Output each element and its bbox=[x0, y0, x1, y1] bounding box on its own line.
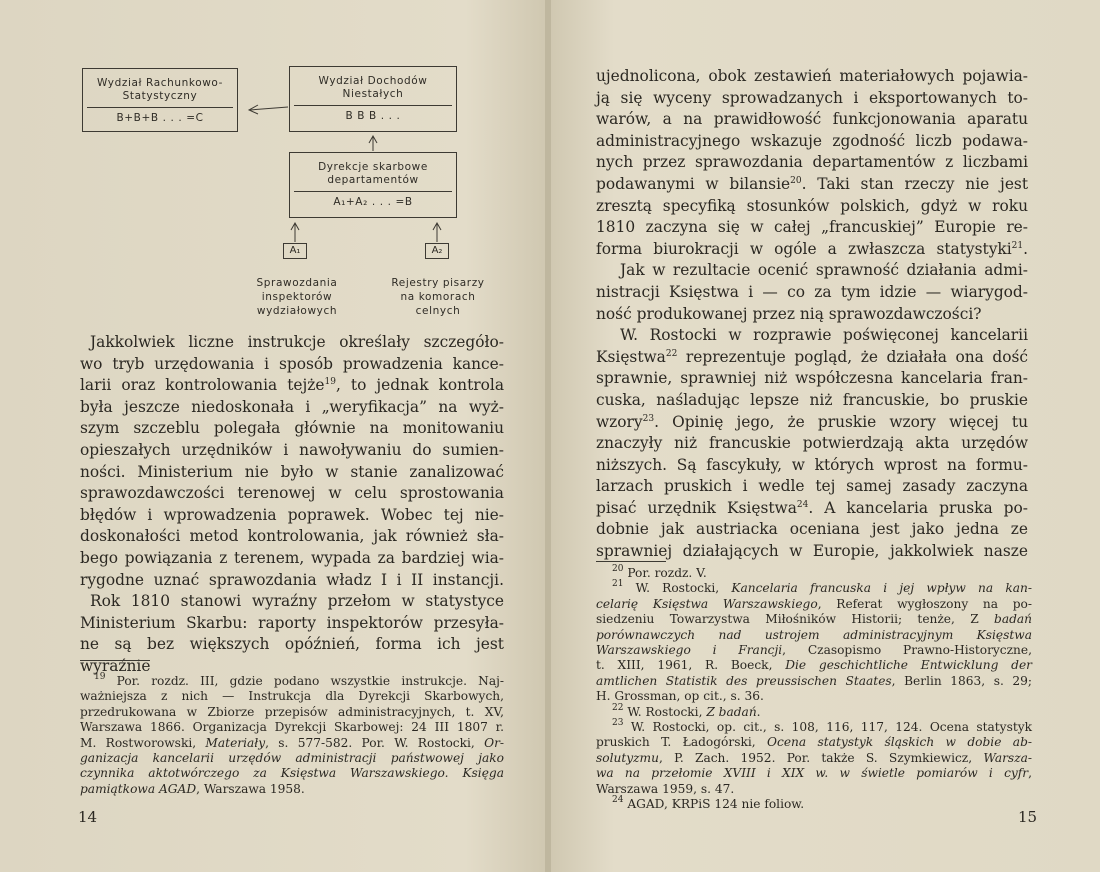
footnote-ref-24: 24 bbox=[796, 499, 809, 510]
right-paragraph-1: ujednolicona, obok zestawień materiałowych pojawia- ją się wyceny sprowadzanych i eksportowanych to- warów, a na prawidłowość funkcjonowania aparatu administracyjnego wskazuje zgodność liczb podawa- nych przez sprawozdania departamentów z liczbami podawanymi w bilansie$^{20}$. Taki stan rzeczy nie jest zresztą specyfiką stosunków polskich, gdyż w roku 1810 zaczyna się w całej „francuskiej” Europie re- forma biurokracji w ogóle a zwłaszcza statystyki$^{21}$. bbox=[596, 67, 1029, 258]
left-body-text bbox=[80, 332, 504, 678]
diagram-arrows bbox=[0, 0, 548, 300]
page-number-left: 14 bbox=[78, 808, 98, 826]
label-sprawozdania: Sprawozdania inspektorów wydziałowych bbox=[256, 277, 338, 317]
box-dochodow-title1: Wydział Dochodów bbox=[318, 75, 428, 87]
right-paragraph-2: Jak w rezultacie ocenić sprawność działania admi- nistracji Księstwa i — co za tym idzie — wiarygod- ność produkowanej przez nią sprawozdawczości? bbox=[596, 261, 1028, 323]
footnote-21: $^{21}$ W. Rostocki, Kancelaria francuska i jej wpływ na kan- celarię Księstwa Warszawskiego, Referat wygłoszony na po- siedzeniu Towarzystwa Miłośników Historii; tenże, Z badań porównawczych nad ustrojem administracyjnym Księstwa Warszawskiego i Francji, Czasopismo Prawno-Historyczne, t. XIII, 1961, R. Boeck, Die geschichtliche Entwicklung der amtlichen Statistik des preussischen Staates, Berlin 1863, s. 29; H. Grossman, op cit., s. 36. bbox=[596, 579, 1033, 704]
box-rachunkowo-formula: B+B+B . . . =C bbox=[116, 112, 204, 124]
box-dyrekcje-title2: departamentów bbox=[327, 174, 419, 186]
box-dyrekcje-formula: A₁+A₂ . . . =B bbox=[333, 196, 413, 208]
box-a1: A₁ bbox=[283, 243, 307, 259]
footnote-ref-21: 21 bbox=[1011, 240, 1024, 251]
right-body-text bbox=[596, 66, 1028, 563]
box-dyrekcje-title1: Dyrekcje skarbowe bbox=[318, 161, 428, 173]
label-rejestry: Rejestry pisarzy na komorach celnych bbox=[391, 277, 485, 317]
footnote-ref-22: 22 bbox=[665, 348, 678, 359]
footnotes-right bbox=[596, 566, 1032, 813]
footnote-23: $^{23}$ W. Rostocki, op. cit., s. 108, 116, 117, 124. Ocena statystyk pruskich T. Ładogórski, Ocena statystyk śląskich w dobie ab- solutyzmu, P. Zach. 1952. Por. także S. Szymkiewicz, Warsza- wa na przełomie XVIII i XIX w. w świetle pomiarów i cyfr, Warszawa 1959, s. 47. bbox=[596, 718, 1032, 796]
footnote-rule-right bbox=[596, 561, 666, 562]
footnote-19: $^{19}$ Por. rozdz. III, gdzie podano wszystkie instrukcje. Naj- ważniejsza z nich — Instrukcja dla Dyrekcji Skarbowych, przedrukowana w Zbiorze przepisów administracyjnych, t. XV, Warszawa 1866. Organizacja Dyrekcji Skarbowej: 24 III 1807 r. M. Rostworowski, Materiały, s. 577-582. Por. W. Rostocki, Or- ganizacja kancelarii urzędów administracji państwowej jako czynnika aktotwórczego za Księstwa Warszawskiego. Księga pamiątkowa AGAD, Warszawa 1958. bbox=[80, 672, 505, 796]
footnote-ref-19: 19 bbox=[324, 377, 336, 388]
box-a2: A₂ bbox=[425, 243, 449, 259]
page-number-right: 15 bbox=[1018, 808, 1038, 826]
footnote-20: $^{20}$ Por. rozdz. V. bbox=[612, 564, 707, 580]
footnote-22: $^{22}$ W. Rostocki, Z badań. bbox=[612, 702, 761, 719]
footnote-24: $^{24}$ AGAD, KRPiS 124 nie foliow. bbox=[612, 795, 805, 812]
footnote-ref-23: 23 bbox=[642, 413, 655, 424]
box-rachunkowo-title1: Wydział Rachunkowo- bbox=[96, 77, 224, 89]
footnote-rule-left bbox=[80, 660, 150, 661]
footnote-num: 19 bbox=[94, 672, 106, 682]
box-dochodow-formula: B B B . . . bbox=[345, 110, 401, 122]
box-rachunkowo-title2: Statystyczny bbox=[122, 90, 198, 102]
left-paragraph-1: Jakkolwiek liczne instrukcje określały szczegóło- wo tryb urzędowania i sposób prowadzenia kance- larii oraz kontrolowania tejże$^{19}$, to jednak kontrola była jeszcze niedoskonała i „weryfikacja” na wyż- szym szczeblu polegała głównie na monitowaniu opieszałych urzędników i nawoływaniu do sumien- ności. Ministerium nie było w stanie zanalizować sprawozdawczości terenowej w celu sprostowania błędów i wprowadzenia poprawek. Wobec tej nie- doskonałości metod kontrolowania, jak również sła- bego powiązania z terenem, wypada za bardziej wia- rygodne uznać sprawozdania władz I i II instancji. bbox=[80, 333, 504, 589]
footnote-ref-20: 20 bbox=[790, 175, 802, 186]
right-paragraph-3: W. Rostocki w rozprawie poświęconej kancelarii Księstwa$^{22}$ reprezentuje pogląd, że działała ona dość sprawnie, sprawniej niż współczesna kancelaria fran- cuska, naśladując lepsze niż francuskie, bo pruskie wzory$^{23}$. Opinię jego, że pruskie wzory więcej tu znaczyły niż francuskie potwierdzają akta urzędów niższych. Są fascykuły, w których wprost na formu- larzach pruskich i wedle tej samej zasady zaczyna pisać urzędnik Księstwa$^{24}$. A kancelaria pruska po- dobnie jak austriacka oceniana jest jako jedna ze sprawniej działających w Europie, jakkolwiek nasze bbox=[596, 326, 1028, 561]
box-dochodow-title2: Niestałych bbox=[342, 88, 404, 100]
left-paragraph-2: Rok 1810 stanowi wyraźny przełom w statystyce Ministerium Skarbu: raporty inspektorów przesyła- ne są bez większych opóźnień, forma ich jest wyraźnie bbox=[80, 592, 504, 675]
